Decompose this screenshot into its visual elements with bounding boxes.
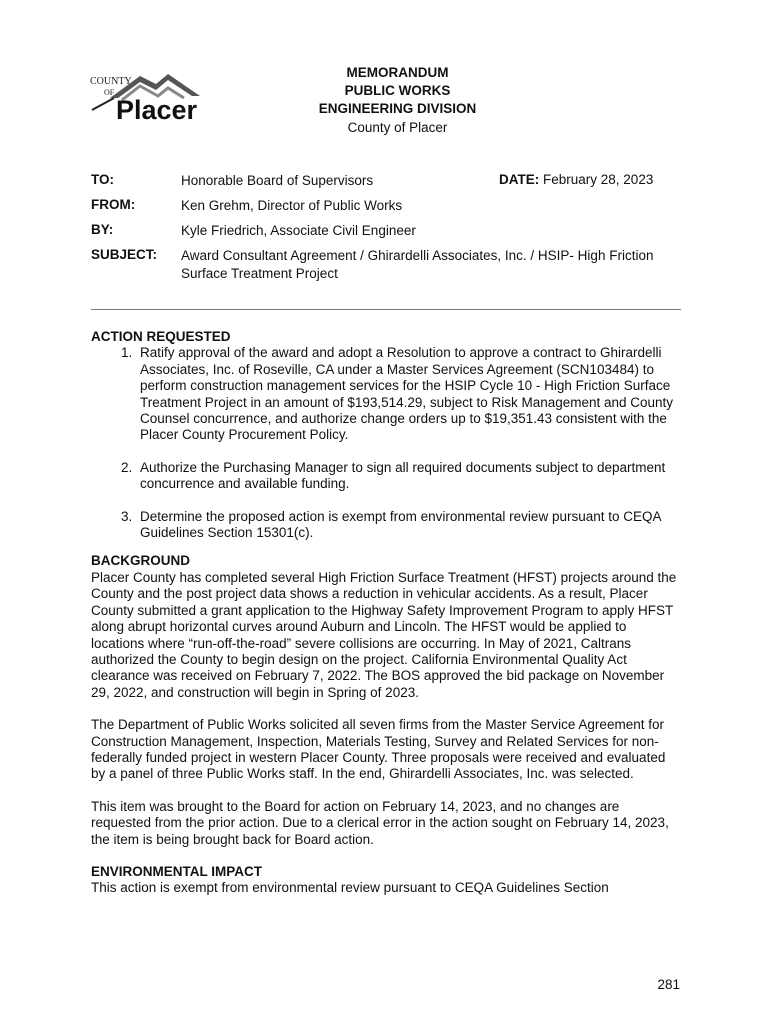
from-label: FROM: [91, 197, 136, 212]
header-memorandum: MEMORANDUM [346, 65, 449, 80]
background-paragraph-3: This item was brought to the Board for action on February 14, 2023, and no changes are requested from the prior action. Due to a clerical error in the action sought on February 14, 2023, the item is being brought back for Board action. [91, 798, 669, 847]
logo-county-text: COUNTY [90, 76, 132, 87]
memo-header [0, 64, 770, 137]
background-title: BACKGROUND [91, 553, 190, 569]
by-value: Kyle Friedrich, Associate Civil Engineer [181, 223, 416, 238]
from-row [91, 197, 681, 222]
action-item-1: 1. Ratify approval of the award and adopt a Resolution to approve a contract to Ghirardelli Associates, Inc. of Roseville, CA under a Master Services Agreement (SCN103484) to perform construction management services for the HSIP Cycle 10 - High Friction Surface Treatment Project in an amount of $193,514.29, subject to Risk Management and County Counsel concurrence, and authorize change orders up to $19,351.43 consistent with the Placer County Procurement Policy. [136, 345, 683, 443]
by-row [91, 222, 681, 247]
memo-fields [91, 172, 681, 291]
page-number: 281 [657, 977, 680, 992]
background-paragraph-2: The Department of Public Works solicited all seven firms from the Master Service Agreement for Construction Management, Inspection, Materials Testing, Survey and Related Services for non-federally funded project in western Placer County. Three proposals were received and evaluated by a panel of three Public Works staff. In the end, Ghirardelli Associates, Inc. was selected. [91, 717, 666, 782]
header-county: County of Placer [347, 120, 448, 135]
to-value: Honorable Board of Supervisors [181, 173, 374, 188]
subject-label: SUBJECT: [91, 247, 158, 262]
background-paragraph-1: Placer County has completed several High Friction Surface Treatment (HFST) projects around the County and the post project data shows a reduction in vehicular accidents. As a result, Placer County submitted a grant application to the Highway Safety Improvement Program to apply HFST along abrupt horizontal curves around Auburn and Lincoln. The HFST would be applied to locations where “run-off-the-road” severe collisions are occurring. In May of 2021, Caltrans authorized the County to begin design on the project. California Environmental Quality Act clearance was received on February 7, 2022. The BOS approved the bid package on November 29, 2022, and construction will begin in Spring of 2023. [91, 569, 677, 700]
header-divider [91, 309, 681, 310]
subject-value: Award Consultant Agreement / Ghirardelli Associates, Inc. / HSIP- High Friction Surface Treatment Project [181, 248, 654, 281]
date-value: February 28, 2023 [543, 172, 654, 187]
action-requested-title: ACTION REQUESTED [91, 329, 231, 344]
logo-of-text: OF [104, 88, 115, 97]
environmental-impact-title: ENVIRONMENTAL IMPACT [91, 863, 262, 879]
logo-placer-text: Placer [116, 95, 198, 125]
header-public-works: PUBLIC WORKS [344, 83, 451, 98]
subject-row [91, 247, 681, 291]
from-value: Ken Grehm, Director of Public Works [181, 198, 403, 213]
to-row [91, 172, 681, 197]
memo-body [91, 329, 683, 913]
action-item-3: 3. Determine the proposed action is exempt from environmental review pursuant to CEQA Guidelines Section 15301(c). [136, 509, 683, 542]
date-field [499, 172, 653, 187]
to-label: TO: [91, 172, 114, 187]
by-label: BY: [91, 222, 114, 237]
date-label: DATE: [499, 172, 540, 187]
environmental-impact-text: This action is exempt from environmental review pursuant to CEQA Guidelines Section [91, 880, 609, 896]
action-item-2: 2. Authorize the Purchasing Manager to sign all required documents subject to department concurrence and available funding. [136, 460, 683, 493]
action-list [91, 345, 683, 541]
header-engineering-division: ENGINEERING DIVISION [318, 101, 477, 116]
